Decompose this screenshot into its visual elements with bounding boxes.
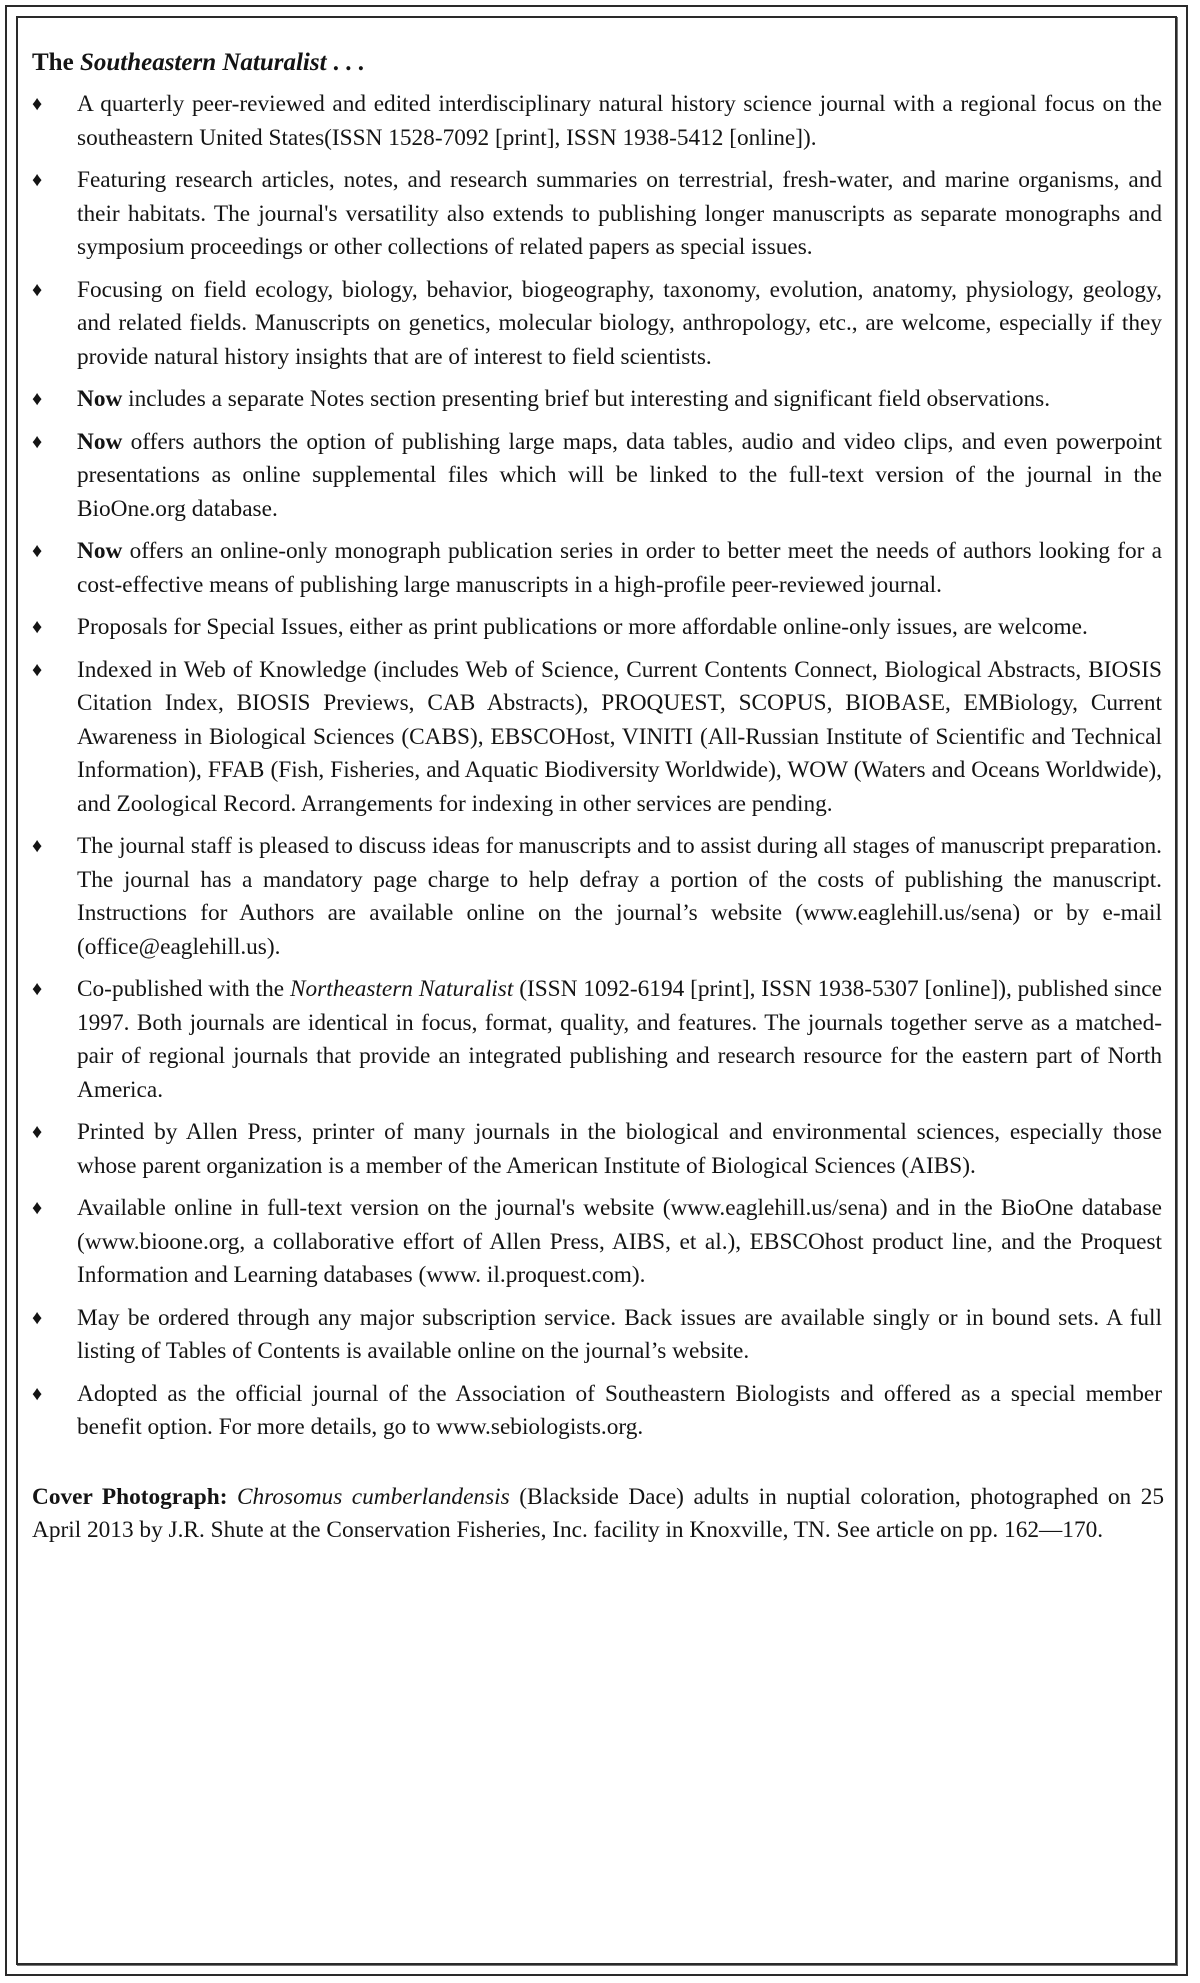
list-item [32, 1116, 1162, 1183]
diamond-bullet-icon: ♦ [32, 1197, 43, 1219]
diamond-bullet-icon: ♦ [32, 540, 43, 562]
page-title [32, 48, 1162, 78]
diamond-bullet-icon: ♦ [32, 1382, 43, 1405]
item-text: Adopted as the official journal of the Association of Southeastern Biologists and offered as a special member benefit option. For more details, go to www.sebiologists.org. [77, 1380, 1162, 1440]
list-item [32, 88, 1162, 155]
item-lead: Now [77, 538, 123, 564]
journal-name: Southeastern Naturalist [79, 49, 327, 76]
cover-photograph-caption [32, 1481, 1164, 1547]
feature-list [32, 88, 1162, 1445]
item-text: The journal staff is pleased to discuss ideas for manuscripts and to assist during all stages of manuscript preparation. The journal has a mandatory page charge to help defray a portion of the costs of publishing the manuscript. Instructions for Authors are available online on the journal’s website (www.eaglehill.us/sena) or by e-mail (office@eaglehill.us). [77, 833, 1162, 960]
journal-name-italic: Northeastern Naturalist [290, 976, 514, 1002]
list-item [32, 1302, 1162, 1369]
item-text: offers an online-only monograph publication series in order to better meet the needs of authors looking for a cost-effective means of publishing large manuscripts in a high-profile peer-reviewed journal. [77, 538, 1162, 598]
list-item [32, 1378, 1162, 1445]
diamond-bullet-icon: ♦ [32, 430, 43, 453]
item-text: Available online in full-text version on the journal's website (www.eaglehill.us/sena) and in the BioOne database (www.bioone.org, a collaborative effort of Allen Press, AIBS, et al.), EBSCOhost product line, and the Proquest Information and Learning databases (www. il.proquest.com). [77, 1195, 1162, 1288]
item-text: Proposals for Special Issues, either as print publications or more affordable online-only issues, are welcome. [77, 614, 1088, 640]
item-text-pre: Co-published with the [77, 976, 290, 1002]
item-text: A quarterly peer-reviewed and edited interdisciplinary natural history science journal with a regional focus on the southeastern United States(ISSN 1528-7092 [print], ISSN 1938-5412 [online]). [77, 91, 1162, 151]
item-text: offers authors the option of publishing large maps, data tables, audio and video clips, and even powerpoint presentations as online supplemental files which will be linked to the full-text version of the journal in the BioOne.org database. [77, 428, 1162, 522]
list-item [32, 274, 1162, 375]
item-lead: Now [77, 428, 123, 455]
document-content [32, 48, 1162, 1547]
diamond-bullet-icon: ♦ [32, 278, 43, 301]
title-prefix: The [32, 49, 80, 76]
species-name: Chrosomus cumberlandensis [236, 1483, 510, 1510]
diamond-bullet-icon: ♦ [32, 1306, 43, 1329]
diamond-bullet-icon: ♦ [32, 616, 43, 638]
item-text: (ISSN 1092-6194 [print], ISSN 1938-5307 [online]), published since 1997. Both journals are identical in focus, format, quality, and features. The journals together serve as a matched-pair of regional journals that provide an integrated publishing and research resource for the eastern part of North America. [77, 976, 1162, 1103]
diamond-bullet-icon: ♦ [32, 1121, 43, 1143]
cover-text: (Blackside Dace) adults in nuptial coloration, photographed on 25 April 2013 by J.R. Shute at the Conservation Fisheries, Inc. facility in Knoxville, TN. See article on pp. 162—170. [32, 1483, 1164, 1543]
item-text: Focusing on field ecology, biology, behavior, biogeography, taxonomy, evolution, anatomy, physiology, geology, and related fields. Manuscripts on genetics, molecular biology, anthropology, etc., are welcome, especially if they provide natural history insights that are of interest to field scientists. [77, 276, 1162, 370]
diamond-bullet-icon: ♦ [32, 388, 43, 410]
item-lead: Now [77, 386, 123, 412]
title-suffix: . . . [326, 49, 365, 76]
list-item [32, 426, 1162, 527]
list-item [32, 973, 1162, 1107]
item-text: May be ordered through any major subscription service. Back issues are available singly or in bound sets. A full listing of Tables of Contents is available online on the journal’s website. [77, 1304, 1162, 1364]
item-text: Indexed in Web of Knowledge (includes Web of Science, Current Contents Connect, Biological Abstracts, BIOSIS Citation Index, BIOSIS Previews, CAB Abstracts), PROQUEST, SCOPUS, BIOBASE, EMBiology, Current Awareness in Biological Sciences (CABS), EBSCOHost, VINITI (All-Russian Institute of Scientific and Technical Information), FFAB (Fish, Fisheries, and Aquatic Biodiversity Worldwide), WOW (Waters and Oceans Worldwide), and Zoological Record. Arrangements for indexing in other services are pending. [77, 656, 1162, 817]
item-text: includes a separate Notes section presenting brief but interesting and significant field observations. [122, 386, 1051, 412]
diamond-bullet-icon: ♦ [32, 658, 43, 681]
cover-label: Cover Photograph: [32, 1483, 228, 1510]
list-item [32, 611, 1162, 645]
list-item [32, 830, 1162, 964]
diamond-bullet-icon: ♦ [32, 169, 43, 191]
item-text: Featuring research articles, notes, and research summaries on terrestrial, fresh-water, and marine organisms, and their habitats. The journal's versatility also extends to publishing longer manuscripts as separate monographs and symposium proceedings or other collections of related papers as special issues. [77, 167, 1162, 260]
item-text: Printed by Allen Press, printer of many journals in the biological and environmental sciences, especially those whose parent organization is a member of the American Institute of Biological Sciences (AIBS). [77, 1119, 1162, 1179]
diamond-bullet-icon: ♦ [32, 978, 43, 1000]
list-item [32, 1192, 1162, 1293]
list-item [32, 164, 1162, 265]
diamond-bullet-icon: ♦ [32, 835, 43, 857]
list-item [32, 654, 1162, 822]
list-item [32, 383, 1162, 417]
diamond-bullet-icon: ♦ [32, 93, 43, 115]
list-item [32, 535, 1162, 602]
